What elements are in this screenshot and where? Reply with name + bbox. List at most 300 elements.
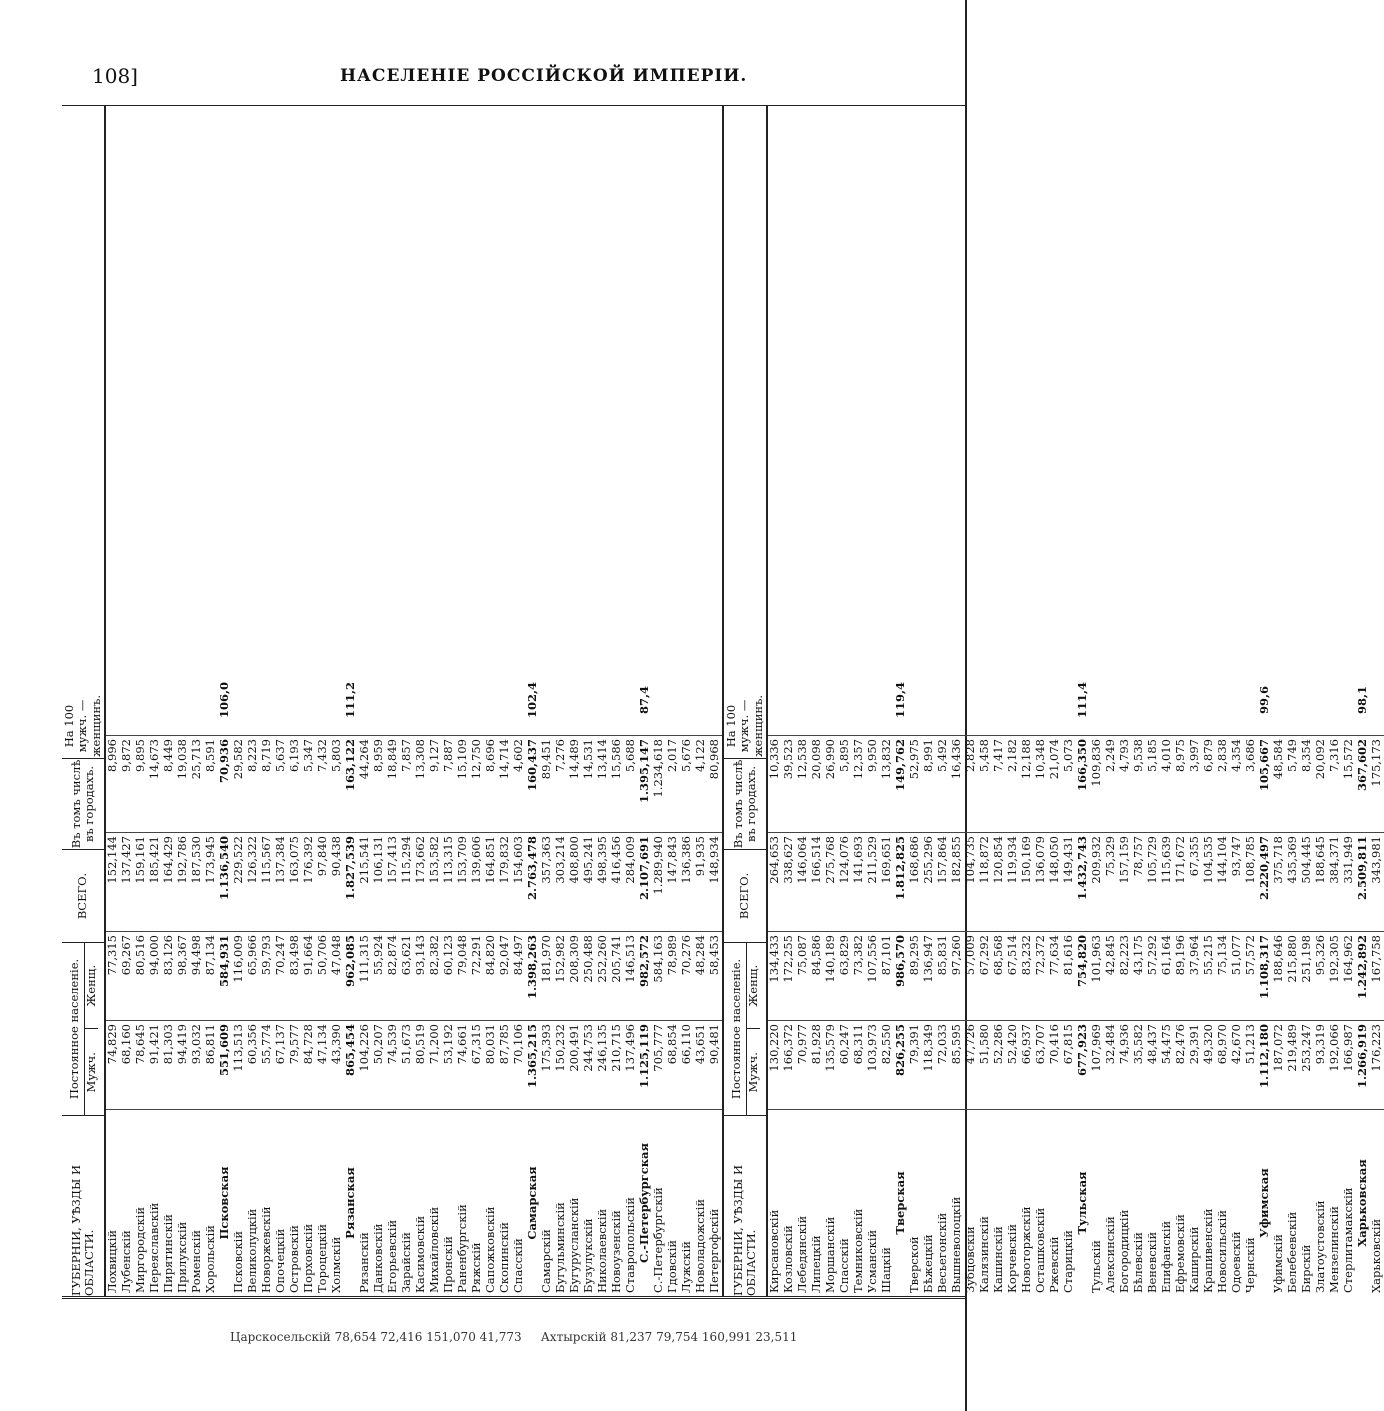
women-count: 80,516 [134, 931, 148, 1020]
women-count: 91,664 [302, 931, 316, 1020]
women-count: 68,568 [992, 931, 1006, 1020]
men-count: 74,936 [1118, 1020, 1132, 1109]
ratio-value: 106,0 [217, 682, 231, 719]
total-count: 148,934 [708, 832, 722, 931]
women-count: 134,433 [768, 931, 782, 1020]
total-count: 182,855 [950, 832, 964, 931]
district-name: Бѣлевскій [1132, 1109, 1146, 1296]
total-count: 192,786 [176, 832, 190, 931]
city-count: 52,975 [908, 735, 922, 832]
district-name: Одоевскій [1230, 1109, 1244, 1296]
ratio-value [470, 665, 484, 735]
women-count: 584,931 [218, 931, 232, 1020]
men-count: 87,785 [498, 1020, 512, 1109]
ratio-value [274, 665, 288, 735]
city-count: 2,249 [1104, 735, 1118, 832]
total-count: 75,329 [1104, 832, 1118, 931]
district-name: Ставропольскій [624, 1109, 638, 1296]
ratio-value [1244, 665, 1258, 735]
district-name: Пронскій [442, 1109, 456, 1296]
women-count: 962,085 [344, 931, 358, 1020]
women-count: 251,198 [1300, 931, 1314, 1020]
women-count: 67,292 [978, 931, 992, 1020]
men-count: 826,255 [894, 1020, 908, 1109]
district-name: Алексинскій [1104, 1109, 1118, 1296]
district-name: Самарскій [540, 1109, 554, 1296]
table-row [554, 106, 568, 1296]
city-count: 7,857 [400, 735, 414, 832]
total-count: 146,064 [796, 832, 810, 931]
total-count: 2.107,691 [638, 832, 652, 931]
total-count: 137,427 [120, 832, 134, 931]
table-row [978, 106, 992, 1296]
table-row [428, 106, 442, 1296]
men-count: 67,315 [470, 1020, 484, 1109]
men-count: 70,977 [796, 1020, 810, 1109]
table-row [106, 106, 120, 1296]
district-name: Холмскій [330, 1109, 344, 1296]
total-count: 275,768 [824, 832, 838, 931]
women-count: 47,048 [330, 931, 344, 1020]
total-count: 144,104 [1216, 832, 1230, 931]
table-row [414, 106, 428, 1296]
men-count: 166,987 [1342, 1020, 1356, 1109]
district-name: Зубцовскій [964, 1109, 978, 1296]
district-name: С.-Петербургскій [652, 1109, 666, 1296]
city-count: 5,073 [1062, 735, 1076, 832]
city-count: 4,010 [1160, 735, 1174, 832]
province-total-row [638, 106, 652, 1296]
ratio-value [708, 665, 722, 735]
city-count: 16,436 [950, 735, 964, 832]
men-count: 90,481 [708, 1020, 722, 1109]
women-count: 57,572 [1244, 931, 1258, 1020]
total-count: 149,431 [1062, 832, 1076, 931]
men-count: 81,303 [162, 1020, 176, 1109]
women-count: 1.398,263 [526, 931, 540, 1020]
district-name: Великолуцкій [246, 1109, 260, 1296]
women-count: 95,326 [1314, 931, 1328, 1020]
ratio-value: 98,1 [1355, 686, 1369, 715]
city-count: 5,458 [978, 735, 992, 832]
city-count: 4,793 [1118, 735, 1132, 832]
city-count: 29,582 [232, 735, 246, 832]
ratio-value [1286, 665, 1300, 735]
ratio-value [372, 665, 386, 735]
total-count: 147,843 [666, 832, 680, 931]
district-name: Тульская [1076, 1109, 1090, 1296]
district-name: Лужскій [680, 1109, 694, 1296]
women-count: 89,295 [908, 931, 922, 1020]
ratio-value [316, 665, 330, 735]
table-row [610, 106, 624, 1296]
table-row [810, 106, 824, 1296]
men-count: 68,311 [852, 1020, 866, 1109]
city-count: 12,750 [470, 735, 484, 832]
ratio-value [302, 665, 316, 735]
women-count: 84,586 [810, 931, 824, 1020]
total-count: 416,456 [610, 832, 624, 931]
total-count: 148,050 [1048, 832, 1062, 931]
total-count: 78,757 [1132, 832, 1146, 931]
district-name: Богородицкій [1118, 1109, 1132, 1296]
district-name: Порховскій [302, 1109, 316, 1296]
total-count: 104,535 [1202, 832, 1216, 931]
city-count: 13,832 [880, 735, 894, 832]
city-count: 3,686 [1244, 735, 1258, 832]
total-count: 303,214 [554, 832, 568, 931]
men-count: 71,200 [428, 1020, 442, 1109]
col-header-men: Мужч. [747, 1029, 760, 1116]
women-count: 93,143 [414, 931, 428, 1020]
total-count: 120,854 [992, 832, 1006, 931]
total-count: 2.220,497 [1258, 832, 1272, 931]
city-count: 3,997 [1188, 735, 1202, 832]
total-count: 91,935 [694, 832, 708, 931]
district-name: Хорольскій [204, 1109, 218, 1296]
district-name: Уфимская [1258, 1109, 1272, 1296]
women-count: 63,621 [400, 931, 414, 1020]
men-count: 82,550 [880, 1020, 894, 1109]
table-row [470, 106, 484, 1296]
district-name: Чернскій [1244, 1109, 1258, 1296]
men-count: 93,319 [1314, 1020, 1328, 1109]
men-count: 47,726 [964, 1020, 978, 1109]
table-row [1300, 106, 1314, 1296]
total-count: 331,949 [1342, 832, 1356, 931]
women-count: 101,963 [1090, 931, 1104, 1020]
men-count: 210,715 [610, 1020, 624, 1109]
women-count: 146,513 [624, 931, 638, 1020]
district-name: Опочецкій [274, 1109, 288, 1296]
table-row [708, 106, 722, 1296]
table-row [964, 106, 978, 1296]
district-name: Прилукскій [176, 1109, 190, 1296]
men-count: 50,207 [372, 1020, 386, 1109]
men-count: 35,582 [1132, 1020, 1146, 1109]
men-count: 78,645 [134, 1020, 148, 1109]
men-count: 1.266,919 [1356, 1020, 1370, 1109]
women-count: 55,215 [1202, 931, 1216, 1020]
city-count: 5,895 [838, 735, 852, 832]
table-row [1146, 106, 1160, 1296]
district-name: Новоладожскій [694, 1109, 708, 1296]
city-count: 14,489 [568, 735, 582, 832]
men-count: 86,811 [204, 1020, 218, 1109]
ratio-value [1132, 665, 1146, 735]
district-name: Моршанскій [824, 1109, 838, 1296]
total-count: 152,144 [106, 832, 120, 931]
ratio-value [428, 665, 442, 735]
district-name: Рязанская [344, 1109, 358, 1296]
men-count: 52,420 [1006, 1020, 1020, 1109]
table-row [162, 106, 176, 1296]
table-row [880, 106, 894, 1296]
district-name: Крапивенскій [1202, 1109, 1216, 1296]
men-count: 68,970 [1216, 1020, 1230, 1109]
city-count: 2,182 [1006, 735, 1020, 832]
men-count: 32,484 [1104, 1020, 1118, 1109]
men-count: 104,226 [358, 1020, 372, 1109]
women-count: 57,292 [1146, 931, 1160, 1020]
table-row [582, 106, 596, 1296]
total-count: 141,693 [852, 832, 866, 931]
total-count: 108,785 [1244, 832, 1258, 931]
province-total-row [1356, 106, 1370, 1296]
ratio-value [190, 665, 204, 735]
district-name: Миргородскій [134, 1109, 148, 1296]
ratio-value [838, 665, 852, 735]
men-count: 107,969 [1090, 1020, 1104, 1109]
ratio-value [1314, 665, 1328, 735]
ratio-value [540, 665, 554, 735]
page-number: 108] [92, 64, 138, 88]
total-count: 264,653 [768, 832, 782, 931]
men-count: 55,774 [260, 1020, 274, 1109]
men-count: 43,390 [330, 1020, 344, 1109]
women-count: 72,372 [1034, 931, 1048, 1020]
total-count: 176,392 [302, 832, 316, 931]
women-count: 63,829 [838, 931, 852, 1020]
province-total-row [344, 106, 358, 1296]
table-row [1020, 106, 1034, 1296]
city-count: 1.395,147 [638, 735, 652, 832]
bottom-rule [62, 1298, 965, 1299]
women-count: 250,488 [582, 931, 596, 1020]
city-count: 9,127 [428, 735, 442, 832]
district-name: Осташковскій [1034, 1109, 1048, 1296]
men-count: 74,661 [456, 1020, 470, 1109]
men-count: 72,033 [936, 1020, 950, 1109]
district-name: Пирятинскій [162, 1109, 176, 1296]
men-count: 81,928 [810, 1020, 824, 1109]
table-row [316, 106, 330, 1296]
city-count: 163,122 [344, 735, 358, 832]
table-row [176, 106, 190, 1296]
district-name: Переяславскій [148, 1109, 162, 1296]
city-count: 5,492 [936, 735, 950, 832]
women-count: 73,382 [852, 931, 866, 1020]
total-count: 164,851 [484, 832, 498, 931]
col-header-total: ВСЕГО. [62, 849, 104, 942]
city-count: 12,357 [852, 735, 866, 832]
col-header-pop: Постоянное населеніе. [67, 958, 82, 1100]
total-count: 105,729 [1146, 832, 1160, 931]
district-name: Тверская [894, 1109, 908, 1296]
city-count: 105,667 [1258, 735, 1272, 832]
col-header-total: ВСЕГО. [724, 849, 766, 942]
table-row [442, 106, 456, 1296]
ratio-value [978, 665, 992, 735]
men-count: 70,106 [512, 1020, 526, 1109]
city-count: 175,173 [1370, 735, 1384, 832]
district-name: Златоустовскій [1314, 1109, 1328, 1296]
ratio-value [964, 665, 978, 735]
ratio-value [288, 665, 302, 735]
women-count: 57,009 [964, 931, 978, 1020]
total-count: 93,747 [1230, 832, 1244, 931]
city-count: 9,895 [134, 735, 148, 832]
col-header-ratio: На 100 мужч. — женщинъ. [62, 694, 103, 758]
table-row [372, 106, 386, 1296]
table-row [1328, 106, 1342, 1296]
men-count: 137,496 [624, 1020, 638, 1109]
total-count: 119,934 [1006, 832, 1020, 931]
table-row [540, 106, 554, 1296]
district-name: Уфимскій [1272, 1109, 1286, 1296]
table-row [652, 106, 666, 1296]
table-row [1216, 106, 1230, 1296]
district-name: Бугульминскій [554, 1109, 568, 1296]
city-count: 8,354 [1300, 735, 1314, 832]
ratio-value [1006, 665, 1020, 735]
ratio-value [1048, 665, 1062, 735]
table-row [1342, 106, 1356, 1296]
men-count: 166,372 [782, 1020, 796, 1109]
total-count: 164,429 [162, 832, 176, 931]
ratio-value [162, 665, 176, 735]
men-count: 551,609 [218, 1020, 232, 1109]
total-count: 115,567 [260, 832, 274, 931]
women-count: 70,276 [680, 931, 694, 1020]
city-count: 14,714 [498, 735, 512, 832]
city-count: 4,354 [1230, 735, 1244, 832]
table-row [908, 106, 922, 1296]
women-count: 94,000 [148, 931, 162, 1020]
table-row [624, 106, 638, 1296]
total-count: 435,369 [1286, 832, 1300, 931]
men-count: 1.112,180 [1258, 1020, 1272, 1109]
men-count: 48,437 [1146, 1020, 1160, 1109]
total-count: 1.827,539 [344, 832, 358, 931]
men-count: 677,923 [1076, 1020, 1090, 1109]
city-count: 6,193 [288, 735, 302, 832]
district-name: Бѣжецкій [922, 1109, 936, 1296]
district-name: Шацкій [880, 1109, 894, 1296]
district-name: Мензелинскій [1328, 1109, 1342, 1296]
ratio-value: 99,6 [1257, 686, 1271, 715]
men-count: 51,673 [400, 1020, 414, 1109]
table-body-right [768, 106, 1384, 1296]
district-name: Лубенскій [120, 1109, 134, 1296]
women-count: 172,255 [782, 931, 796, 1020]
table-half-left [62, 106, 724, 1296]
city-count: 19,038 [176, 735, 190, 832]
col-header-name: ГУБЕРНІИ, УѢЗДЫ И ОБЛАСТИ. [724, 1115, 766, 1296]
men-count: 79,391 [908, 1020, 922, 1109]
table-row [498, 106, 512, 1296]
district-name: Петергофскій [708, 1109, 722, 1296]
ratio-value [1062, 665, 1076, 735]
women-count: 87,134 [204, 931, 218, 1020]
women-count: 79,048 [456, 931, 470, 1020]
ratio-value [824, 665, 838, 735]
district-name: Епифанскій [1160, 1109, 1174, 1296]
city-count: 5,637 [274, 735, 288, 832]
city-count: 14,531 [582, 735, 596, 832]
ratio-value [358, 665, 372, 735]
ratio-value [624, 665, 638, 735]
table-row [1062, 106, 1076, 1296]
city-count: 367,602 [1356, 735, 1370, 832]
men-count: 70,416 [1048, 1020, 1062, 1109]
ratio-value [106, 665, 120, 735]
women-count: 65,966 [246, 931, 260, 1020]
ratio-value [610, 665, 624, 735]
total-count: 185,421 [148, 832, 162, 931]
district-name: Тверской [908, 1109, 922, 1296]
ratio-value [852, 665, 866, 735]
city-count: 25,713 [190, 735, 204, 832]
table-row [1174, 106, 1188, 1296]
women-count: 50,706 [316, 931, 330, 1020]
total-count: 498,395 [596, 832, 610, 931]
ratio-value [1034, 665, 1048, 735]
ratio-value: 111,4 [1075, 682, 1089, 719]
men-count: 63,707 [1034, 1020, 1048, 1109]
ratio-value [1202, 665, 1216, 735]
city-count: 9,950 [866, 735, 880, 832]
col-header-women: Женщ. [83, 964, 98, 1007]
women-count: 205,741 [610, 931, 624, 1020]
city-count: 7,276 [554, 735, 568, 832]
women-count: 1.242,892 [1356, 931, 1370, 1020]
district-name: Рязанскій [358, 1109, 372, 1296]
city-count: 20,092 [1314, 735, 1328, 832]
total-count: 504,445 [1300, 832, 1314, 931]
men-count: 42,670 [1230, 1020, 1244, 1109]
population-table [62, 107, 1383, 1297]
men-count: 135,579 [824, 1020, 838, 1109]
district-name: Сапожковскій [484, 1109, 498, 1296]
total-count: 150,169 [1020, 832, 1034, 931]
men-count: 60,247 [838, 1020, 852, 1109]
rotated-table [62, 105, 1383, 1297]
women-count: 164,962 [1342, 931, 1356, 1020]
district-name: Харьковская [1356, 1109, 1370, 1296]
total-count: 137,384 [274, 832, 288, 931]
table-header-row [724, 106, 768, 1296]
city-count: 4,602 [512, 735, 526, 832]
total-count: 153,582 [428, 832, 442, 931]
city-count: 160,437 [526, 735, 540, 832]
city-count: 18,849 [386, 735, 400, 832]
men-count: 200,491 [568, 1020, 582, 1109]
table-row [1188, 106, 1202, 1296]
ratio-value [666, 665, 680, 735]
district-name: Николаевскій [596, 1109, 610, 1296]
total-count: 338,627 [782, 832, 796, 931]
ratio-value: 102,4 [525, 682, 539, 719]
ratio-value [652, 665, 666, 735]
women-count: 140,189 [824, 931, 838, 1020]
table-row [302, 106, 316, 1296]
men-count: 54,475 [1160, 1020, 1174, 1109]
table-row [274, 106, 288, 1296]
men-count: 187,072 [1272, 1020, 1286, 1109]
ratio-value [768, 665, 782, 735]
district-name: Лебедянскій [796, 1109, 810, 1296]
city-count: 8,591 [204, 735, 218, 832]
district-name: Роменскій [190, 1109, 204, 1296]
total-count: 1.812,825 [894, 832, 908, 931]
men-count: 49,320 [1202, 1020, 1216, 1109]
ratio-value [204, 665, 218, 735]
city-count: 7,887 [442, 735, 456, 832]
women-count: 72,291 [470, 931, 484, 1020]
men-count: 865,454 [344, 1020, 358, 1109]
men-count: 67,815 [1062, 1020, 1076, 1109]
